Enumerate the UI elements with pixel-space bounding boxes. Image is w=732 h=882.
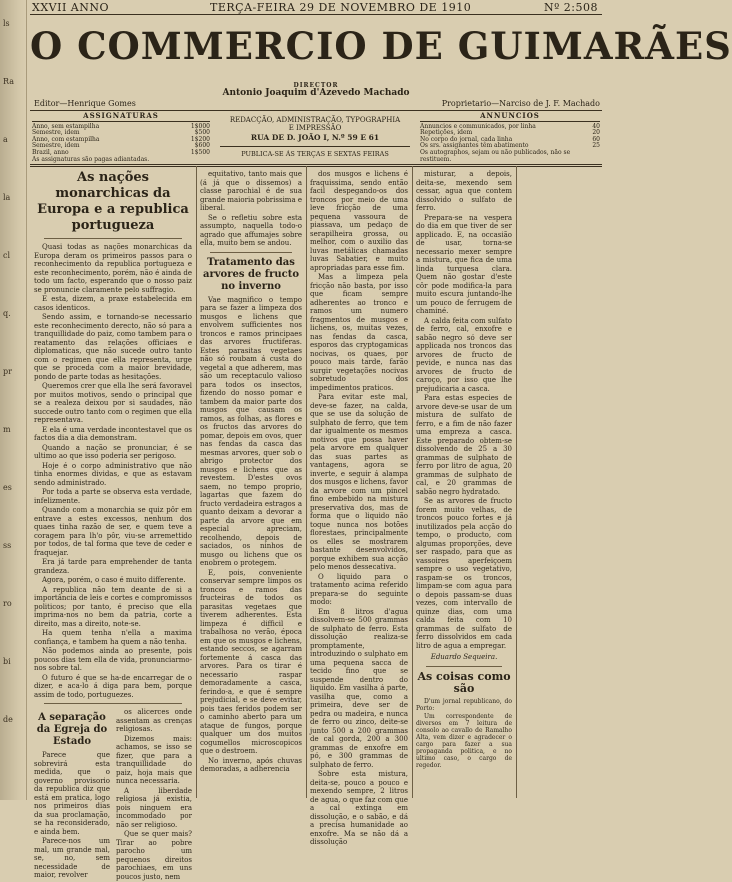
paragraph: Quando com a monarchia se quiz pôr em entrave a estes excessos, nenhum dos quaes tinha razão de ser, e quem teve a coragem para lh'o pôr, viu-se arremettido por todos, de tal forma que teve de ceder e fraquejar. [34, 506, 192, 557]
price-label: Anno, com estampilha [32, 135, 100, 143]
paragraph: Ha quem tenha n'ella a maxima confiança, e tambem ha quem a não tenha. [34, 629, 192, 646]
paragraph: Prepara-se na vespera do dia em que tiver de ser applicado. E, na occasião de usar, torna-se necessario mexer sempre a mistura, que fica de uma linda turquesa clara. Quem não gostar d'este côr pode modifica-la para muito escura juntando-lhe um pouco de ferrugem de chaminé. [416, 213, 512, 315]
issue-number: Nº 2:508 [544, 1, 598, 14]
paragraph: A liberdade religiosa já existia, pois ninguem era incommodado por não ser religioso. [116, 786, 192, 829]
column-rule [516, 166, 517, 798]
article-title-fruit-trees: Tratamento das arvores de fructo no inverno [202, 256, 300, 292]
paragraph: Queremos crer que ella lhe será favoravel por muitos motivos, sendo o principal que se a realeza deixou por si saudades, não succede outro tanto com o regimen que ella representava. [34, 382, 192, 424]
paragraph: E esta, dizem, a praxe estabelecida em casos identicos. [34, 295, 192, 312]
article-title-things: As coisas como são [417, 669, 511, 695]
paragraph: Um correspondente de diversos em 7 leitura de consolo ao cavallo de Ramalho Alta, vem dizer e agradecer o cargo para fazer a sua propaganda politica, e no ultimo caso, o cargo de regedor. [416, 712, 512, 769]
column-3 [310, 170, 409, 846]
paragraph: Para estas especies de arvore deve-se usar de um mistura de sulfato de ferro, e a fim de não fazer uma empreza a casca. Este preparado obtem-se dissolvendo de 25 a 30 grammas de sulphato de ferro por litro de agua, 20 grammas de sulphato de cal, e 20 grammas de sabão negro hydratado. [416, 394, 512, 496]
price-value: 1$200 [190, 135, 210, 143]
price-label: Anno, sem estampilha [32, 122, 100, 130]
price-value: $500 [194, 129, 210, 137]
paragraph: misturar, a depois, deita-se, mexendo sem cessar, agua que contem dissolvido o sulfato de ferro. [416, 170, 512, 212]
paragraph: Não podemos ainda ao presente, pois poucos dias tem ella de vida, pronunciarmo-nos sobre tal. [34, 647, 192, 672]
paragraph: Para evitar este mal, deve-se fazer, na calda, que se use da solução de sulphato de ferro, que tem dar igualmente os mesmos motivos que possa haver pela arvore em qualquer das suas partes as vantagens, agora se inverte, e seguir á alampa dos musgos e lichens, favor da arvore com um pincel fino embebido na mistura preservativa dos, mas de forma que o liquido não toque nunca nos botões florestaes, principalmente os elles se mostrarem bastante desenvolvidos, porque exhibem sua acção pelo menos dessecativa. [310, 393, 409, 571]
volume: XXVII ANNO [32, 1, 110, 14]
paragraph: No inverno, após chuvas demoradas, a adherencia [200, 756, 302, 773]
gutter-fragment: cl [3, 251, 11, 260]
paragraph: Se as arvores de fructo forem muito velhas, de troncos pouco fortes e já inutilizados pela acção do tempo, o producto, com algumas proporções, deve ser raspado, para que as vassoires aperfeiçoem sempre o uso vegetativo, raspam-se os troncos, limpam-se com agua para o depois passam-se duas vezes, com intervallo de quinze dias, com uma calda feita com 10 grammas de sulfato de ferro dissolvidos em cada litro de agua a empregar. [416, 497, 512, 650]
paragraph: Parece que sobrevirá esta medida, que o governo provisorio da republica diz que está em pratica, logo nos primeiros dias da sua proclamação, se ha reconsiderado, e ainda bem. [34, 751, 110, 836]
subscriptions-note: As assignaturas são pagas adiantadas. [32, 155, 150, 163]
paragraph: D'um jornal republicano, do Porto: [416, 697, 512, 712]
column-rule [412, 166, 413, 798]
paragraph: Mas a limpeza pela fricção não basta, por isso que ficam sempre adherentes ao tronco e ramos um numero fragmentos de musgos e lichens, os, muitas vezes, nas fendas da casca, esporos das cryptogamicas nocivas, os quaes, por pouco mais tarde, farão surgir vegetações nocivas sobretudo dos impedimentos praticos. [310, 273, 408, 392]
director-name: Antonio Joaquim d'Azevedo Machado [222, 88, 410, 98]
price-label: Os srs. assignantes têm abatimento [420, 142, 529, 150]
column-2 [200, 170, 302, 798]
gutter-fragment: a [3, 135, 8, 144]
paragraph: Parece-nos um mal, um grande mal, se, no, sem necessidade de maior, revolver [34, 837, 110, 879]
issue-date: TERÇA-FEIRA 29 DE NOVEMBRO DE 1910 [210, 1, 472, 14]
masthead: O COMMERCIO DE GUIMARÃES [30, 24, 732, 68]
price-value: 1$000 [190, 122, 210, 130]
paragraph: O liquido para o tratamento acima referido prepara-se do seguinte modo: [310, 572, 408, 606]
gutter-fragment: Ra [3, 77, 14, 86]
office-address: RUA DE D. JOÃO I, N.º 59 E 61 [250, 133, 380, 142]
gutter-fragment: ro [3, 599, 12, 608]
subscriptions-box [32, 113, 210, 161]
price-label: Semestre, idem [32, 142, 80, 150]
paragraph: E ela é uma verdade incontestavel que os factos dia a dia demonstram. [34, 425, 192, 442]
editor: Editor—Henrique Gomes [34, 99, 136, 108]
office-box [220, 116, 410, 164]
publication-schedule: PUBLICA-SE ÁS TERÇAS E SEXTAS FEIRAS [241, 150, 389, 158]
ads-title: ANNUNCIOS [420, 113, 600, 122]
price-label: Brazil, anno [32, 148, 69, 156]
gutter-fragment: ls [3, 19, 10, 28]
office-line-1: REDACÇÃO, ADMINISTRAÇÃO, TYPOGRAPHIA [229, 116, 401, 124]
paragraph: Quasi todas as nações monarchicas da Europa deram os primeiros passos para o reconhecimento da republica portugueza e este reconhecimento, porém, não é ainda de todo um facto, esperando que o nosso paiz se pronuncie claramente pelo suffragio. [34, 243, 192, 294]
ads-note: Os autographos, sejam ou não publicados, não se restituem. [420, 148, 571, 163]
paragraph: Que se quer mais? Tirar ao pobre parocho um pequenos direitos parochiaes, em uns poucos justo, nem [116, 830, 192, 881]
price-value: $600 [194, 142, 210, 150]
owner: Proprietario—Narciso de J. F. Machado [441, 99, 600, 108]
ads-box [420, 113, 600, 161]
column-rule [306, 166, 307, 798]
paragraph: Agora, porém, o caso é muito differente. [42, 576, 186, 584]
price-value: 40 [592, 122, 600, 130]
column-4 [416, 170, 512, 798]
subscriptions-title: ASSIGNATURAS [32, 113, 210, 122]
paragraph: equitativo, tanto mais que (á já que o dissemos) a classe parochial é de sua grande maioria pobrissima e liberal. [200, 170, 302, 212]
price-value: 1$500 [190, 148, 210, 156]
price-value: 20 [592, 129, 600, 137]
column-1 [34, 170, 192, 881]
gutter-fragment: m [3, 425, 11, 434]
price-label: Semestre, idem [32, 129, 80, 137]
price-label: Repetições, idem [420, 129, 473, 137]
office-line-2: E IMPRESSÃO [288, 124, 342, 132]
paragraph: A republica não tem deante de si a importância de leis e cortes e compromissos politicos; por tanto, é preciso que ella imprima-nos no bem da patria, corte a direito, mas a direito, note-se. [34, 585, 192, 628]
paragraph: Era já tarde para emprehender de tanta grandeza. [34, 558, 192, 575]
paragraph: Por toda a parte se observa esta verdade, infelizmente. [34, 488, 192, 505]
paragraph: Sendo assim, e tornando-se necessario este reconhecimento derecto, não só para a tranquillidade do paiz, como tambem para o reatamento das relações officiaes e diplomaticas, que não sucede outro tanto com o regimen que ella representa, urge que se proceda com a maior brevidade, pondo de parte todas as hesitações. [34, 313, 192, 381]
paragraph: Sobre esta mistura, deita-se, pouco a pouco e mexendo sempre, 2 litros de agua, o que faz com que a cal extinga em dissolução, e o sabão, e dá a precisa humanidade ao enxofre. Ma se não dá a dissolução [310, 770, 408, 846]
signature: Eduardo Sequeira. [430, 653, 498, 661]
gutter-fragment: de [3, 715, 13, 724]
paragraph: os alicerces onde assentam as crenças religiosas. [116, 708, 192, 733]
price-label: Annuncios e communicados, por linha [420, 122, 536, 130]
gutter-fragment: ss [3, 541, 12, 550]
paragraph: Quando a nação se pronunciar, é se ultimo ao que isso poderia ser perigoso. [34, 443, 192, 460]
paragraph: Se o refletiu sobre esta assumpto, naquella todo-o agrado que affumajes sobre ella, muito bem se andou. [200, 213, 302, 247]
previous-page-edge [0, 0, 27, 800]
price-value: 60 [592, 135, 600, 143]
paragraph: A calda feita com sulfato de ferro, cal, enxofre e sabão negro só deve ser applicada nos troncos das arvores de fructo de pevide, e nunca nas das arvores de fructo de caroço, por isso que lhe prejudicaria a casca. [416, 316, 512, 393]
paragraph: Vae magnifico o tempo para se fazer a limpeza dos musgos e lichens que envolvem sufficientes nos troncos e ramos principaes das arvores fructiferas. Estes parasitas vegetaes não só roubam á custa do vegetal a que adherem, mas são um receptaculo valioso para todos os insectos, fizendo do nosso pomar e tambem da maior parte dos musgos que causam os ramos, as folhas, as flores e os fructos das arvores do pomar, depois em ovos, quer nas fendas da casca das mesmas arvores, quer sob o abrigo protector dos musgos e lichens que as revestem. D'estes ovos saem, no tempo proprio, lagartas que fazem do fructo verdadeira estragos a quanto deixam a devorar a parte da arvore que em especial apreciam, recolhendo, depois de saciados, os ninhos de musgo ou lichens que os enobrem o protegem. [200, 295, 302, 567]
rule [30, 164, 602, 165]
paragraph: Hoje é o corpo administrativo que não tinha enormes dividas, e que as estavam sendo administrado. [34, 461, 192, 487]
article-title-separation: A separação da Egreja do Estado [36, 712, 108, 747]
paragraph: dos musgos e lichens é fraquissima, sendo então facil despegando-os dos troncos por meio de uma leve fricção de uma pequena vassoura de piassava, um pedaço de serapilheira grossa, ou melhor, com o auxilio das luvas metálicas chamadas luvas Sabatier, e muito apropriadas para esse fim. [310, 170, 408, 272]
director-label: DIRECTOR [293, 82, 339, 89]
paragraph: Em 8 litros d'agua dissolvem-se 500 grammas de sulphato de ferro. Esta dissolução realiza-se promptamente, introduzindo o sulphato em uma pequena sacca de tecido fino que se suspende dentro do liquido. Em vasilha á parte, vasilha que, como a primeira, deve ser de pedra ou madeira, e nunca de ferro ou zinco, deite-se junto 500 a 200 grammas de cal gorda, 200 a 300 grammas de enxofre em pó, e 300 grammas de sulphato de ferro. [310, 607, 408, 769]
gutter-fragment: pr [3, 367, 12, 376]
paragraph: E, pois, conveniente conservar sempre limpos os troncos e ramos das fructeiras de todos os parasitas vegetaes que tiverem adherentes. Esta limpeza é difficil e trabalhosa no verão, época em que os musgos e lichens, estando seccos, se agarram fortemente á casca das arvores. Para os tirar é necessario raspar demoradamente a casca, ferindo-a, e que é sempre prejudicial, e se deve evitar, pois taes feridos podem ser o caminho aberto para um ataque de fungos, porque qualquer um dos muitos cogumellos microscopicos que o destroem. [200, 568, 302, 755]
gutter-fragment: la [3, 193, 11, 202]
price-value: 25 [592, 142, 600, 150]
gutter-fragment: bi [3, 657, 11, 666]
gutter-fragment: es [3, 483, 12, 492]
paragraph: O futuro é que se ha-de encarregar de o dizer, e aca-lo á diga para bem, porque assim de todo, portuguezes. [34, 673, 192, 699]
paragraph: Dizemos mais: achamos, se isso se fizer, que para a tranquillidade do paiz, hoja mais que nunca necessaria. [116, 734, 192, 785]
article-title-monarchies: As nações monarchicas da Europa e a republica portugueza [37, 170, 189, 233]
gutter-fragment: q. [3, 309, 11, 318]
front-page [30, 0, 732, 881]
price-label: No corpo do jornal, cada linha [420, 135, 513, 143]
column-rule [196, 166, 197, 798]
